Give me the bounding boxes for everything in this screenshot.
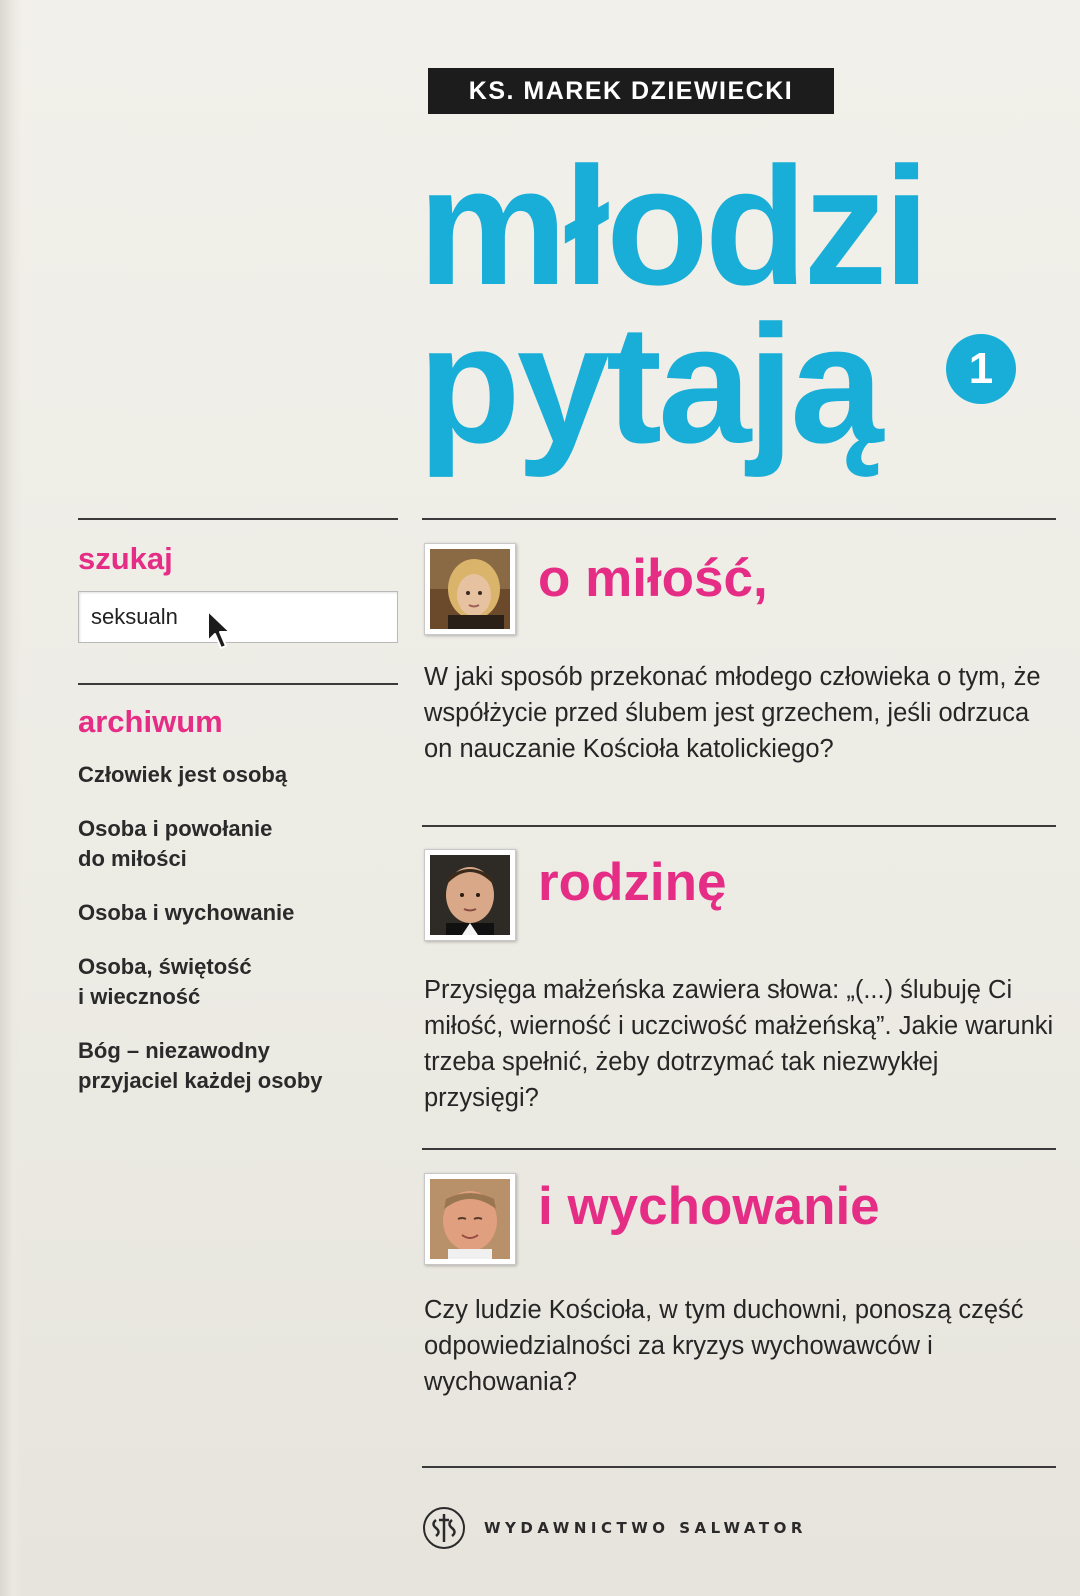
question-divider xyxy=(422,1148,1056,1150)
question-heading-love: o miłość, xyxy=(538,549,768,608)
publisher-name: WYDAWNICTWO SALWATOR xyxy=(484,1519,807,1537)
archive-link[interactable]: Bóg – niezawodny przyjaciel każdej osoby xyxy=(78,1038,323,1093)
book-title-line-2: pytają xyxy=(418,290,880,478)
sidebar-divider-middle xyxy=(78,683,398,685)
archive-link[interactable]: Osoba i powołanie do miłości xyxy=(78,816,273,871)
search-input[interactable] xyxy=(78,591,398,643)
question-heading-family: rodzinę xyxy=(538,853,727,912)
sidebar-divider-top xyxy=(78,518,398,520)
volume-badge: 1 xyxy=(946,334,1016,404)
question-divider xyxy=(422,518,1056,520)
question-heading-upbringing: i wychowanie xyxy=(538,1177,880,1236)
archive-list xyxy=(78,760,398,1120)
avatar-girl-blonde xyxy=(424,543,516,635)
question-text-upbringing: Czy ludzie Kościoła, w tym duchowni, ponoszą część odpowiedzialności za kryzys wychowawców i wychowania? xyxy=(424,1296,1024,1396)
question-text-family: Przysięga małżeńska zawiera słowa: „(...) ślubuję Ci miłość, wierność i uczciwość małżeńską”. Jakie warunki trzeba spełnić, żeby dotrzymać tak niezwykłej przysięgi? xyxy=(424,976,1054,1112)
publisher-logo-icon xyxy=(422,1506,466,1550)
search-input-value: seksualn xyxy=(91,604,178,629)
avatar-boy-dark-hair xyxy=(424,849,516,941)
book-title-line-1: młodzi xyxy=(418,132,926,320)
book-spine-shadow xyxy=(0,0,22,1596)
archive-link[interactable]: Osoba, świętość i wieczność xyxy=(78,954,252,1009)
archive-link[interactable]: Człowiek jest osobą xyxy=(78,762,288,787)
avatar-boy-light-hair xyxy=(424,1173,516,1265)
mouse-pointer-icon xyxy=(206,609,236,651)
archive-heading: archiwum xyxy=(78,704,223,739)
publisher xyxy=(422,1506,807,1550)
archive-link[interactable]: Osoba i wychowanie xyxy=(78,900,295,925)
question-divider xyxy=(422,1466,1056,1468)
question-divider xyxy=(422,825,1056,827)
author-name: KS. MAREK DZIEWIECKI xyxy=(428,68,834,114)
question-text-love: W jaki sposób przekonać młodego człowieka o tym, że współżycie przed ślubem jest grzechem, jeśli odrzuca on nauczanie Kościoła katolickiego? xyxy=(424,663,1041,763)
search-heading: szukaj xyxy=(78,541,173,576)
